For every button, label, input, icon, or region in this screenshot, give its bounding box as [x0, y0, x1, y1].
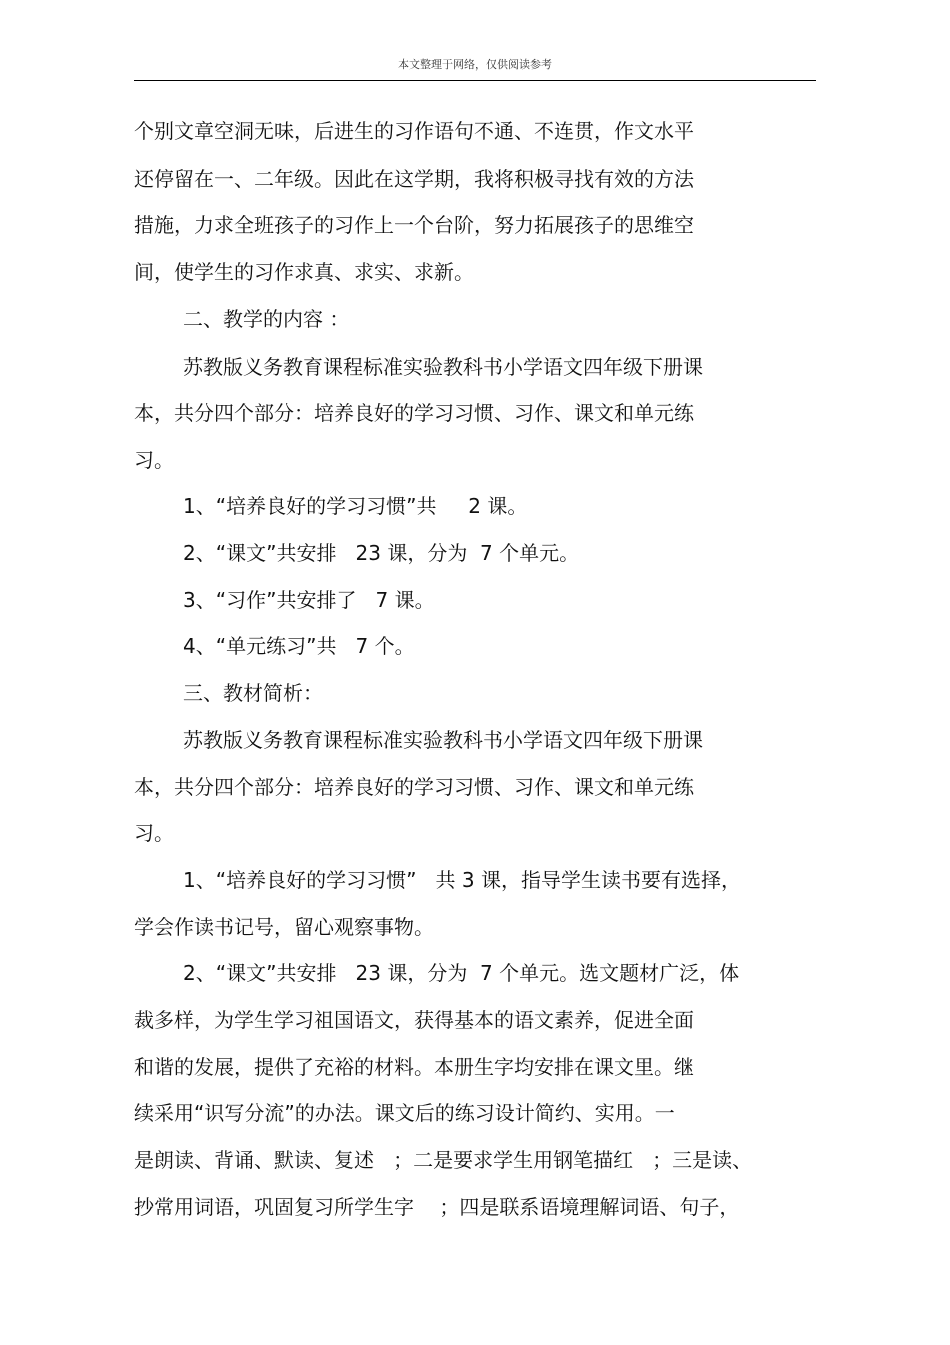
list-item: 2、“课文”共安排 23 课，分为 7 个单元。	[183, 541, 580, 565]
section-heading: 二、教学的内容 ：	[183, 307, 350, 331]
text-line: 习。	[134, 821, 174, 845]
list-item: 1、“培养良好的学习习惯” 共 3 课，指导学生读书要有选择，	[183, 868, 741, 892]
text-line: 间，使学生的习作求真、求实、求新。	[134, 260, 474, 284]
text-line: 习。	[134, 448, 174, 472]
text-line: 措施，力求全班孩子的习作上一个台阶，努力拓展孩子的思维空	[134, 213, 694, 237]
text-line: 抄常用词语，巩固复习所学生字 ；四是联系语境理解词语、句子，	[134, 1195, 740, 1219]
text-line: 续采用“识写分流”的办法。课文后的练习设计简约、实用。一	[134, 1101, 675, 1125]
text-line: 苏教版义务教育课程标准实验教科书小学语文四年级下册课	[183, 728, 703, 752]
text-line: 裁多样，为学生学习祖国语文，获得基本的语文素养，促进全面	[134, 1008, 694, 1032]
text-line: 和谐的发展，提供了充裕的材料。本册生字均安排在课文里。继	[134, 1055, 694, 1079]
text-line: 个别文章空洞无味，后进生的习作语句不通、不连贯，作文水平	[134, 119, 694, 143]
text-line: 本，共分四个部分：培养良好的学习习惯、习作、课文和单元练	[134, 775, 694, 799]
section-heading: 三、教材简析：	[183, 681, 323, 705]
list-item: 1、“培养良好的学习习惯”共 2 课。	[183, 494, 528, 518]
page-header: 本文整理于网络，仅供阅读参考	[398, 58, 552, 71]
text-line: 是朗读、背诵、默读、复述 ；二是要求学生用钢笔描红 ；三是读、	[134, 1148, 753, 1172]
text-line: 还停留在一、二年级。因此在这学期，我将积极寻找有效的方法	[134, 167, 694, 191]
text-line: 本，共分四个部分：培养良好的学习习惯、习作、课文和单元练	[134, 401, 694, 425]
list-item: 3、“习作”共安排了 7 课。	[183, 588, 435, 612]
text-line: 学会作读书记号，留心观察事物。	[134, 915, 434, 939]
list-item: 4、“单元练习”共 7 个。	[183, 634, 415, 658]
text-line: 苏教版义务教育课程标准实验教科书小学语文四年级下册课	[183, 355, 703, 379]
list-item: 2、“课文”共安排 23 课，分为 7 个单元。选文题材广泛，体	[183, 961, 740, 985]
